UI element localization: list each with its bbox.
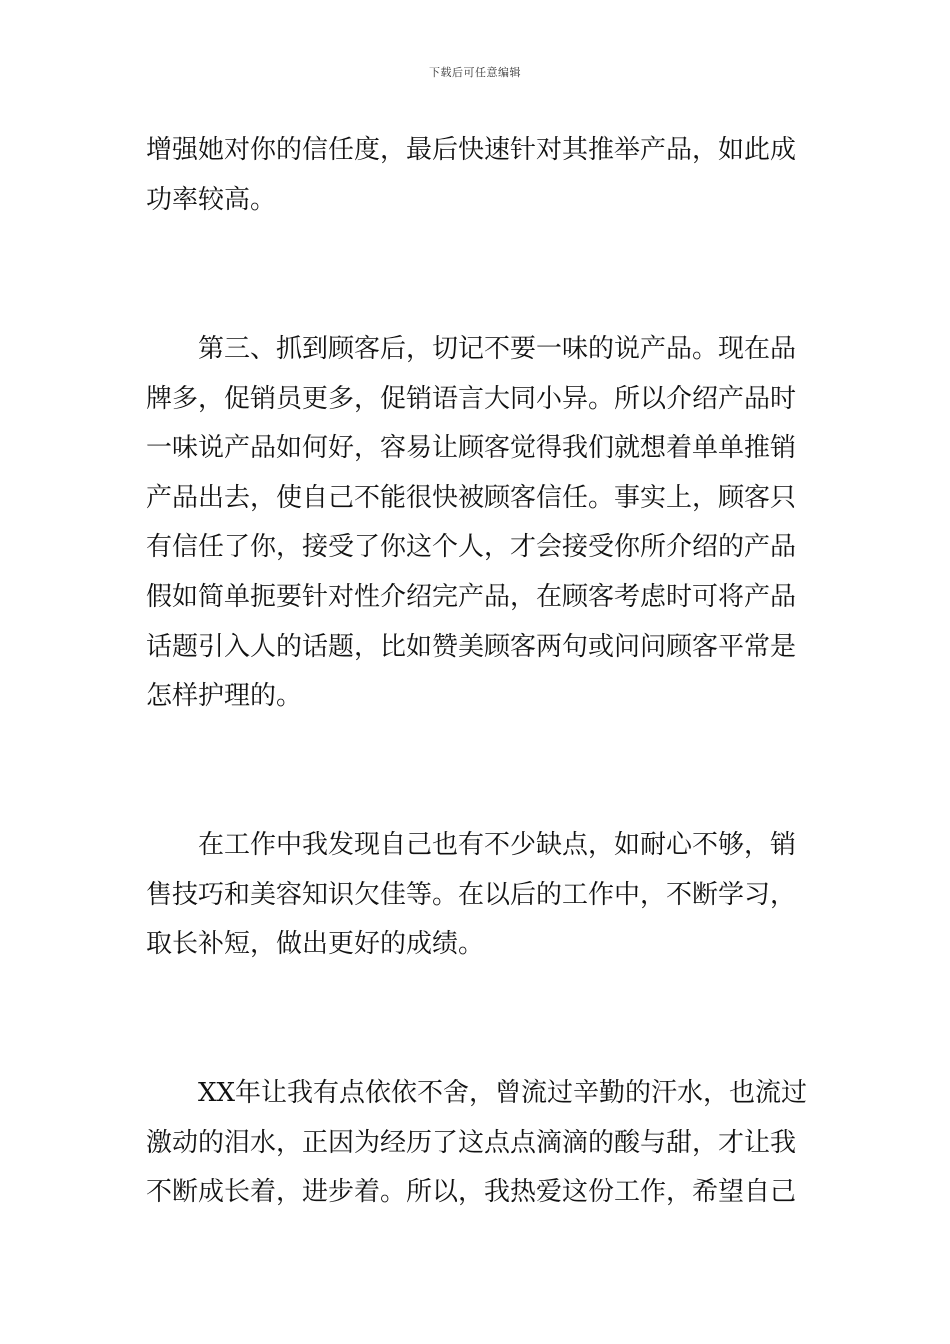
paragraph-line: 增强她对你的信任度，最后快速针对其推举产品，如此成 [146,135,797,165]
paragraph-line: 一味说产品如何好，容易让顾客觉得我们就想着单单推销 [146,433,797,464]
paragraph-4 [146,1069,810,1218]
paragraph-line: 功率较高。 [146,184,277,215]
paragraph-line: 话题引入人的话题，比如赞美顾客两句或问问顾客平常是 [146,631,797,662]
paragraph-line: 在工作中我发现自己也有不少缺点，如耐心不够，销 [198,830,797,860]
paragraph-line: 有信任了你，接受了你这个人，才会接受你所介绍的产品 [146,532,797,563]
paragraph-2 [146,325,810,722]
paragraph-1 [146,126,810,225]
paragraph-line: 产品出去，使自己不能很快被顾客信任。事实上，顾客只 [146,482,797,513]
paragraph-line: 牌多，促销员更多，促销语言大同小异。所以介绍产品时 [146,383,797,414]
paragraph-line: 不断成长着，进步着。所以，我热爱这份工作，希望自己 [146,1177,797,1208]
paragraph-line: 取长补短，做出更好的成绩。 [146,929,485,960]
paragraph-line: 激动的泪水，正因为经历了这点点滴滴的酸与甜，才让我 [146,1127,797,1158]
paragraph-line: 怎样护理的。 [146,681,303,712]
paragraph-line: 第三、抓到顾客后，切记不要一味的说产品。现在品 [198,334,797,364]
paragraph-line: XX年让我有点依依不舍，曾流过辛勤的汗水，也流过 [198,1078,808,1108]
page-header: 下载后可任意编辑 [429,66,521,79]
paragraph-3 [146,821,810,970]
paragraph-line: 售技巧和美容知识欠佳等。在以后的工作中，不断学习， [146,879,797,910]
paragraph-line: 假如简单扼要针对性介绍完产品，在顾客考虑时可将产品 [146,581,797,612]
